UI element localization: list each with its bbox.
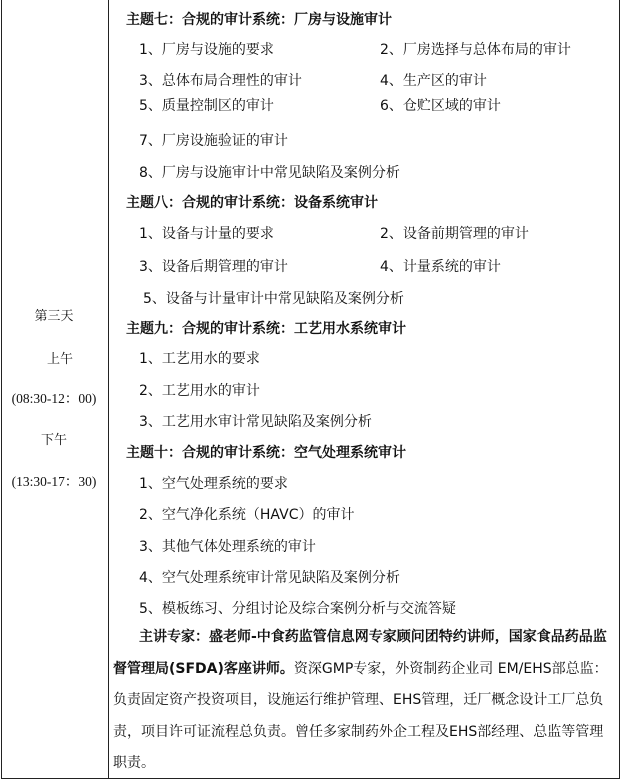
topic9-item: 3、工艺用水审计常见缺陷及案例分析 — [139, 414, 372, 430]
topic7-item: 5、质量控制区的审计 — [139, 98, 274, 114]
topic9-title: 主题九：合规的审计系统：工艺用水系统审计 — [126, 321, 406, 337]
topic10-item: 2、空气净化系统（HAVC）的审计 — [139, 507, 355, 523]
topic9-item: 1、工艺用水的要求 — [139, 351, 260, 367]
topic10-item: 5、模板练习、分组讨论及综合案例分析与交流答疑 — [139, 601, 456, 617]
topic8-item: 1、设备与计量的要求 — [139, 226, 274, 242]
topic8-item: 4、计量系统的审计 — [380, 259, 501, 275]
topic8-item: 3、设备后期管理的审计 — [139, 259, 288, 275]
topic10-item: 4、空气处理系统审计常见缺陷及案例分析 — [139, 570, 400, 586]
topic7-item: 8、厂房与设施审计中常见缺陷及案例分析 — [139, 165, 400, 181]
lecturer-description: 资深GMP专家，外资制药企业司 EM/EHS部总监：负责固定资产投资项目，设施运行维护管理、EHS管理，迁厂概念设计工厂总负责，项目许可证流程总负责。曾任多家制药外企工程及EHS部经理、总监等管理职责。 — [113, 660, 608, 771]
topic10-item: 1、空气处理系统的要求 — [139, 476, 288, 492]
topic8-title: 主题八：合规的审计系统：设备系统审计 — [126, 195, 378, 211]
topic7-item: 1、厂房与设施的要求 — [139, 42, 274, 58]
topic9-item: 2、工艺用水的审计 — [139, 383, 260, 399]
topic7-item: 6、仓贮区域的审计 — [380, 98, 501, 114]
topic7-item: 2、厂房选择与总体布局的审计 — [380, 42, 571, 58]
day-column — [0, 0, 108, 779]
day-label: 第三天 — [34, 309, 74, 324]
topic7-item: 7、厂房设施验证的审计 — [139, 133, 288, 149]
topic8-item: 2、设备前期管理的审计 — [380, 226, 529, 242]
lecturer-title: 主讲专家：盛老师-中食药监管信息网专家顾问团特约讲师，国家食品药品监督管理局(SFDA)客座讲师。 — [113, 629, 607, 677]
content-column — [109, 0, 620, 779]
morning-time: (08:30-12：00) — [11, 391, 97, 406]
topic10-item: 3、其他气体处理系统的审计 — [139, 539, 316, 555]
morning-label: 上午 — [46, 352, 73, 367]
topic7-title: 主题七：合规的审计系统：厂房与设施审计 — [126, 12, 392, 28]
topic10-title: 主题十：合规的审计系统：空气处理系统审计 — [126, 445, 406, 461]
afternoon-time: (13:30-17：30) — [11, 474, 97, 489]
afternoon-label: 下午 — [40, 433, 67, 448]
topic7-item: 3、总体布局合理性的审计 — [139, 73, 302, 89]
lecturer-bio — [113, 622, 617, 780]
topic7-item: 4、生产区的审计 — [380, 73, 487, 89]
topic8-item: 5、设备与计量审计中常见缺陷及案例分析 — [143, 291, 404, 307]
